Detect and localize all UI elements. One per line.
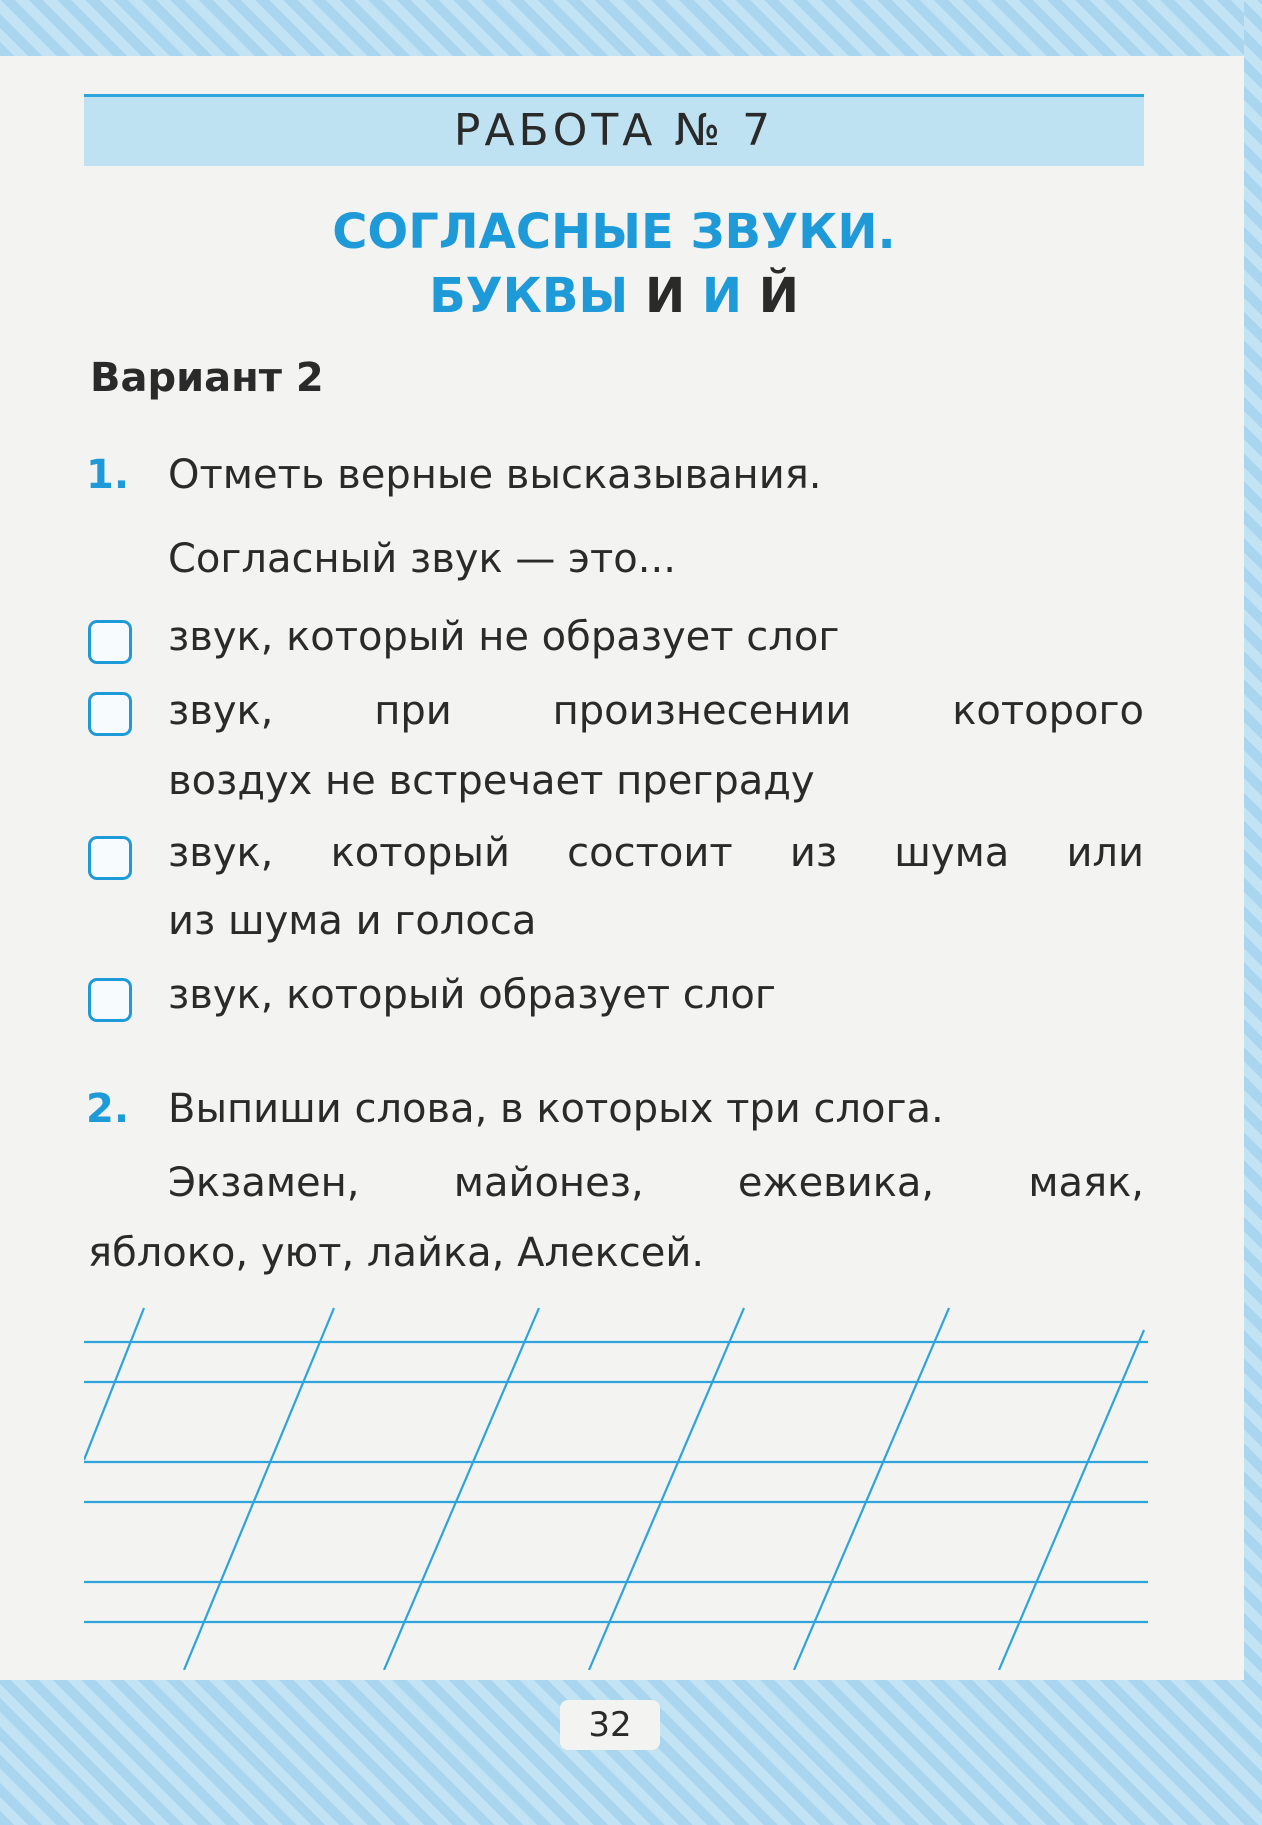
work-title: РАБОТА № 7	[453, 105, 775, 156]
task2-words-line1: Экзамен, майонез, ежевика, маяк,	[168, 1160, 1144, 1206]
topic-letter-i: И	[644, 268, 686, 324]
right-decorative-band	[1244, 0, 1262, 1825]
work-title-bar	[84, 94, 1144, 166]
task1-stem: Согласный звук — это...	[168, 536, 676, 582]
task1-number: 1.	[86, 452, 130, 498]
task2-number: 2.	[86, 1086, 130, 1132]
topic-title-line1: СОГЛАСНЫЕ ЗВУКИ.	[332, 204, 896, 260]
page-number: 32	[560, 1700, 660, 1750]
option4-checkbox[interactable]	[88, 978, 132, 1022]
option2-text-line1: звук, при произнесении которого	[168, 688, 1144, 734]
option2-checkbox[interactable]	[88, 692, 132, 736]
topic-conjunction-i: И	[701, 268, 743, 324]
option1-text: звук, который не образует слог	[168, 614, 840, 660]
option1-checkbox[interactable]	[88, 620, 132, 664]
task2-prompt: Выпиши слова, в которых три слога.	[168, 1086, 944, 1132]
option4-text: звук, который образует слог	[168, 972, 776, 1018]
option3-text-line2: из шума и голоса	[168, 898, 537, 944]
writing-lines-area[interactable]	[84, 1300, 1148, 1670]
topic-letter-i-short: Й	[758, 268, 799, 324]
topic-title	[84, 200, 1144, 328]
option3-text-line1: звук, который состоит из шума или	[168, 830, 1144, 876]
option2-text-line2: воздух не встречает преграду	[168, 758, 815, 804]
top-decorative-band	[0, 0, 1262, 56]
variant-label: Вариант 2	[90, 355, 324, 401]
option3-checkbox[interactable]	[88, 836, 132, 880]
topic-title-buqvy: БУКВЫ	[429, 268, 629, 324]
task2-words-line2: яблоко, уют, лайка, Алексей.	[88, 1230, 705, 1276]
task1-prompt: Отметь верные высказывания.	[168, 452, 822, 498]
